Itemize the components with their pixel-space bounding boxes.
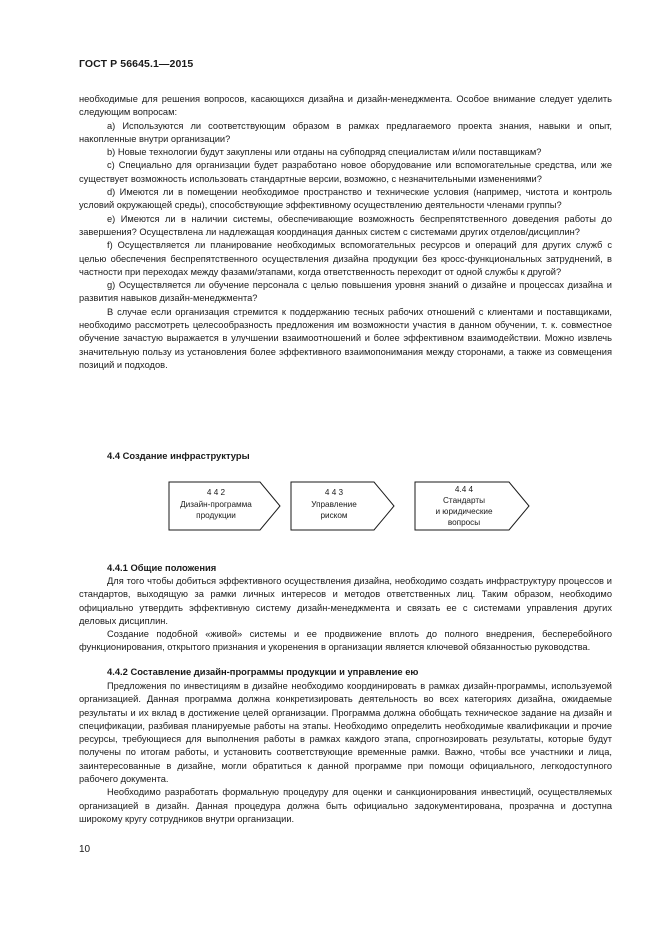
intro-text <box>79 93 612 372</box>
section-heading-4-4-1: 4.4.1 Общие положения <box>107 562 217 573</box>
step-label: и юридические <box>435 507 493 516</box>
step-label: Стандарты <box>443 496 485 505</box>
paragraph: Необходимо разработать формальную процедуру для оценки и санкционирования инвестиций, осуществляемых организацией в дизайн. Данная процедура должна быть официально задокументирована, прозрачна и доступна широкому кругу сотрудников внутри организации. <box>79 787 612 824</box>
infrastructure-flow-diagram <box>168 481 530 531</box>
document-code: ГОСТ Р 56645.1—2015 <box>79 58 194 70</box>
page-number: 10 <box>79 844 91 855</box>
section-4-4-2-text <box>79 680 612 826</box>
paragraph: Предложения по инвестициям в дизайне необходимо координировать в рамках дизайн-программы, используемой организацией. Данная программа должна конкретизировать деятельность во всех категориях дизайна, ожидаемые результаты и их вклад в достижение целей организации. Программа должна обобщать техническое задание на дизайн и спецификации, разбивая планируемые работы на этапы. Необходимо определить необходимые квалификации и прочие ресурсы, требующиеся для выполнения работы в рамках каждого этапа, спрогнозировать результаты, которые будут получены по итогам работы, и установить соответствующие временные рамки. Важно, чтобы все участники и лица, заинтересованные в дизайне, могли обратиться к данной программе при помощи официального, легкодоступного рабочего документа. <box>79 681 612 785</box>
question-d: d) Имеются ли в помещении необходимое пространство и технические условия (например, чистота и контроль условий окружающей среды), способствующие эффективному осуществлению деятельности членами группы? <box>79 187 612 211</box>
step-label: риском <box>320 511 348 520</box>
question-c: c) Специально для организации будет разработано новое оборудование или вспомогательные средства, или же существует возможность использовать стандартные версии, возможно, с незначительными изменениями? <box>79 160 612 184</box>
flow-step-standards-legal <box>415 482 529 530</box>
intro-paragraph: В случае если организация стремится к поддержанию тесных рабочих отношений с клиентами и поставщиками, необходимо рассмотреть целесообразность предложения им возможности участия в данном обучении, т. к. совместное обучение зачастую выражается в улучшении взаимоотношений и более эффективном взаимодействии. Можно извлечь значительную пользу из установления более эффективного взаимопонимания между сторонами, а также из совмещения позиций и подходов. <box>79 306 612 370</box>
section-heading-4-4-2: 4.4.2 Составление дизайн-программы продукции и управление ею <box>107 666 419 677</box>
question-e: e) Имеются ли в наличии системы, обеспечивающие возможность беспрепятственного доведения работы до завершения? Осуществлена ли надлежащая координация данных систем с системами других отделов/дисциплин? <box>79 213 612 237</box>
flow-step-risk-management <box>291 482 394 530</box>
paragraph: Для того чтобы добиться эффективного осуществления дизайна, необходимо создать инфраструктуру процессов и стандартов, выходящую за рамки личных интересов и методов ответственных лиц. Таким образом, необходимо официально утвердить эффективную систему дизайн-менеджмента и связать ее с системами управления других деловых дисциплин. <box>79 576 612 626</box>
step-label: вопросы <box>447 518 481 527</box>
step-label: Дизайн-программа <box>180 500 252 509</box>
step-number: 4 4 2 <box>206 488 226 497</box>
intro-paragraph: необходимые для решения вопросов, касающихся дизайна и дизайн-менеджмента. Особое внимание следует уделить следующим вопросам: <box>79 94 612 118</box>
question-b: b) Новые технологии будут закуплены или отданы на субподряд специалистам и/или поставщикам? <box>107 147 542 158</box>
flow-step-product-program <box>169 482 280 530</box>
step-label: продукции <box>196 511 236 520</box>
step-label: Управление <box>311 500 357 509</box>
paragraph: Создание подобной «живой» системы и ее продвижение вплоть до полного внедрения, бесперебойного функционирования, открытого признания и укоренения в организации является ключевой обязанностью руководства. <box>79 629 612 653</box>
question-g: g) Осуществляется ли обучение персонала с целью повышения уровня знаний о дизайне и процессах дизайна и развития навыков дизайн-менеджмента? <box>79 280 612 304</box>
section-4-4-1-text <box>79 575 612 655</box>
section-heading-4-4: 4.4 Создание инфраструктуры <box>107 450 250 461</box>
step-number: 4 4 3 <box>324 488 344 497</box>
question-f: f) Осуществляется ли планирование необходимых вспомогательных ресурсов и операций для других служб с целью обеспечения беспрепятственного осуществления дизайна продукции без кросс-функциональных затруднений, в частности при переходах между фазами/этапами, когда ответственность переходит от одной службы к другой? <box>79 240 612 277</box>
question-a: a) Используются ли соответствующим образом в рамках предлагаемого проекта знания, навыки и опыт, накопленные внутри организации? <box>79 120 612 144</box>
step-number: 4.4 4 <box>454 485 474 494</box>
